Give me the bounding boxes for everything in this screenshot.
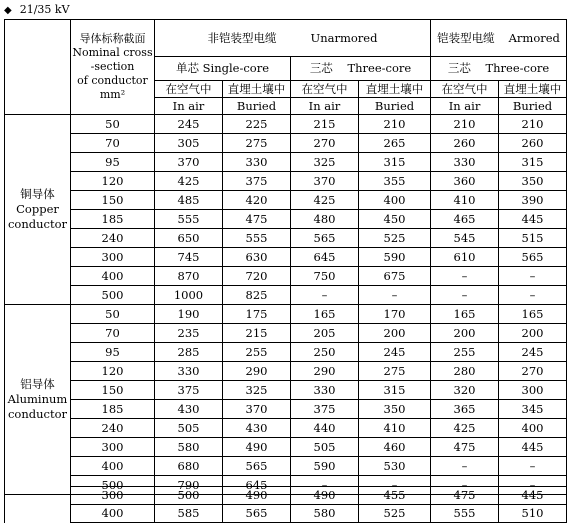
ampacity-cell: 490 bbox=[291, 487, 359, 505]
ampacity-cell: – bbox=[359, 286, 431, 305]
table-row bbox=[5, 267, 567, 286]
ampacity-cell: 410 bbox=[431, 191, 499, 210]
in-air-header-en: In air bbox=[431, 98, 499, 115]
table-row bbox=[5, 505, 567, 523]
ampacity-cell: 205 bbox=[291, 324, 359, 343]
table-row bbox=[5, 191, 567, 210]
ampacity-cell: 555 bbox=[155, 210, 223, 229]
ampacity-cell: – bbox=[291, 286, 359, 305]
blank-cell bbox=[5, 505, 71, 523]
ampacity-cell: – bbox=[431, 286, 499, 305]
ampacity-cell: 330 bbox=[431, 153, 499, 172]
ampacity-cell: 645 bbox=[291, 248, 359, 267]
blank-corner-cell bbox=[5, 20, 71, 115]
cross-section-cell: 70 bbox=[71, 134, 155, 153]
ampacity-cell: 375 bbox=[155, 381, 223, 400]
ampacity-cell: 430 bbox=[155, 400, 223, 419]
ampacity-cell: 400 bbox=[359, 191, 431, 210]
ampacity-cell: 375 bbox=[291, 400, 359, 419]
three-core-header-armored: 三芯 Three-core bbox=[431, 57, 567, 81]
ampacity-cell: 500 bbox=[155, 487, 223, 505]
ampacity-cell: 255 bbox=[431, 343, 499, 362]
ampacity-cell: – bbox=[431, 457, 499, 476]
ampacity-cell: – bbox=[431, 476, 499, 495]
cross-section-cell: 120 bbox=[71, 362, 155, 381]
ampacity-cell: 255 bbox=[223, 343, 291, 362]
ampacity-cell: 680 bbox=[155, 457, 223, 476]
table-row bbox=[5, 362, 567, 381]
ampacity-cell: 215 bbox=[223, 324, 291, 343]
table-row bbox=[5, 457, 567, 476]
cross-section-cell: 400 bbox=[71, 505, 155, 523]
buried-header: 直埋土壤中 bbox=[223, 81, 291, 98]
ampacity-cell: 475 bbox=[223, 210, 291, 229]
ampacity-cell: 235 bbox=[155, 324, 223, 343]
ampacity-cell: 425 bbox=[431, 419, 499, 438]
ampacity-cell: 370 bbox=[291, 172, 359, 191]
table-row bbox=[5, 400, 567, 419]
ampacity-cell: – bbox=[431, 267, 499, 286]
table-row bbox=[5, 343, 567, 362]
ampacity-cell: 445 bbox=[499, 438, 567, 457]
ampacity-cell: 165 bbox=[291, 305, 359, 324]
ampacity-cell: 305 bbox=[155, 134, 223, 153]
cross-section-cell: 240 bbox=[71, 419, 155, 438]
buried-header-en: Buried bbox=[499, 98, 567, 115]
ampacity-cell: 825 bbox=[223, 286, 291, 305]
ampacity-cell: 210 bbox=[431, 115, 499, 134]
cross-section-cell: 50 bbox=[71, 115, 155, 134]
ampacity-cell: 555 bbox=[223, 229, 291, 248]
in-air-header-en: In air bbox=[155, 98, 223, 115]
ampacity-cell: – bbox=[359, 476, 431, 495]
ampacity-cell: 870 bbox=[155, 267, 223, 286]
ampacity-cell: 530 bbox=[359, 457, 431, 476]
ampacity-cell: 445 bbox=[499, 210, 567, 229]
ampacity-cell: 420 bbox=[223, 191, 291, 210]
ampacity-cell: 200 bbox=[359, 324, 431, 343]
ampacity-cell: 175 bbox=[223, 305, 291, 324]
cross-section-cell: 300 bbox=[71, 438, 155, 457]
ampacity-cell: 350 bbox=[499, 172, 567, 191]
table-row bbox=[5, 153, 567, 172]
ampacity-cell: 1000 bbox=[155, 286, 223, 305]
table-row bbox=[5, 134, 567, 153]
ampacity-cell: 580 bbox=[155, 438, 223, 457]
aluminum-group bbox=[5, 305, 567, 495]
ampacity-cell: 300 bbox=[499, 381, 567, 400]
ampacity-cell: 585 bbox=[155, 505, 223, 523]
ampacity-cell: 290 bbox=[291, 362, 359, 381]
diamond-bullet-icon: ◆ bbox=[4, 5, 12, 16]
cross-section-cell: 400 bbox=[71, 267, 155, 286]
cross-section-cell: 300 bbox=[71, 487, 155, 505]
table-row bbox=[5, 248, 567, 267]
ampacity-cell: – bbox=[499, 286, 567, 305]
ampacity-cell: 645 bbox=[223, 476, 291, 495]
ampacity-cell: 225 bbox=[223, 115, 291, 134]
table-row bbox=[5, 286, 567, 305]
ampacity-cell: 465 bbox=[431, 210, 499, 229]
copper-conductor-label: 铜导体 Copper conductor bbox=[5, 115, 71, 305]
ampacity-cell: 590 bbox=[291, 457, 359, 476]
armored-header: 铠装型电缆 Armored bbox=[431, 20, 567, 57]
ampacity-cell: 170 bbox=[359, 305, 431, 324]
ampacity-cell: 210 bbox=[499, 115, 567, 134]
ampacity-cell: 200 bbox=[431, 324, 499, 343]
in-air-header: 在空气中 bbox=[291, 81, 359, 98]
ampacity-cell: 245 bbox=[155, 115, 223, 134]
ampacity-cell: 565 bbox=[499, 248, 567, 267]
ampacity-cell: 280 bbox=[431, 362, 499, 381]
ampacity-cell: 610 bbox=[431, 248, 499, 267]
ampacity-cell: 790 bbox=[155, 476, 223, 495]
ampacity-cell: 565 bbox=[291, 229, 359, 248]
ampacity-cell: 355 bbox=[359, 172, 431, 191]
ampacity-cell: 425 bbox=[291, 191, 359, 210]
ampacity-cell: 475 bbox=[431, 487, 499, 505]
ampacity-cell: 490 bbox=[223, 438, 291, 457]
ampacity-cell: 425 bbox=[155, 172, 223, 191]
ampacity-cell: 330 bbox=[291, 381, 359, 400]
ampacity-cell: 260 bbox=[499, 134, 567, 153]
ampacity-cell: 510 bbox=[499, 505, 567, 523]
table-row bbox=[5, 210, 567, 229]
ampacity-cell: 515 bbox=[499, 229, 567, 248]
unarmored-header: 非铠装型电缆 Unarmored bbox=[155, 20, 431, 57]
cross-section-cell: 150 bbox=[71, 191, 155, 210]
in-air-header: 在空气中 bbox=[431, 81, 499, 98]
voltage-label: 21/35 kV bbox=[19, 3, 70, 16]
buried-header: 直埋土壤中 bbox=[359, 81, 431, 98]
ampacity-cell: 325 bbox=[223, 381, 291, 400]
ampacity-cell: 265 bbox=[359, 134, 431, 153]
ampacity-cell: 275 bbox=[359, 362, 431, 381]
ampacity-cell: 490 bbox=[223, 487, 291, 505]
ampacity-cell: 370 bbox=[155, 153, 223, 172]
ampacity-cell: 720 bbox=[223, 267, 291, 286]
ampacity-cell: – bbox=[499, 476, 567, 495]
ampacity-cell: 290 bbox=[223, 362, 291, 381]
ampacity-cell: 565 bbox=[223, 505, 291, 523]
cross-section-cell: 240 bbox=[71, 229, 155, 248]
ampacity-cell: 630 bbox=[223, 248, 291, 267]
cross-section-cell: 185 bbox=[71, 400, 155, 419]
ampacity-cell: 525 bbox=[359, 229, 431, 248]
ampacity-cell: 360 bbox=[431, 172, 499, 191]
ampacity-cell: 245 bbox=[359, 343, 431, 362]
buried-header-en: Buried bbox=[359, 98, 431, 115]
ampacity-cell: 315 bbox=[359, 153, 431, 172]
aluminum-conductor-label: 铝导体 Aluminum conductor bbox=[5, 305, 71, 495]
ampacity-cell: 565 bbox=[223, 457, 291, 476]
ampacity-cell: – bbox=[499, 267, 567, 286]
ampacity-cell: 210 bbox=[359, 115, 431, 134]
ampacity-cell: 375 bbox=[223, 172, 291, 191]
ampacity-cell: 580 bbox=[291, 505, 359, 523]
ampacity-cell: 455 bbox=[359, 487, 431, 505]
cross-section-header: 导体标称截面 Nominal cross -section of conductor mm² bbox=[71, 20, 155, 115]
ampacity-cell: 485 bbox=[155, 191, 223, 210]
ampacity-cell: 480 bbox=[291, 210, 359, 229]
ampacity-cell: 460 bbox=[359, 438, 431, 457]
cross-section-cell: 95 bbox=[71, 343, 155, 362]
ampacity-cell: 410 bbox=[359, 419, 431, 438]
buried-header: 直埋土壤中 bbox=[499, 81, 567, 98]
single-core-header: 单芯 Single-core bbox=[155, 57, 291, 81]
ampacity-cell: 400 bbox=[499, 419, 567, 438]
ampacity-cell: 345 bbox=[499, 400, 567, 419]
cross-section-cell: 400 bbox=[71, 457, 155, 476]
ampacity-cell: 745 bbox=[155, 248, 223, 267]
extra-rows-table bbox=[4, 486, 567, 523]
ampacity-cell: 475 bbox=[431, 438, 499, 457]
voltage-header bbox=[4, 2, 70, 18]
cross-section-cell: 70 bbox=[71, 324, 155, 343]
ampacity-cell: 270 bbox=[499, 362, 567, 381]
cross-section-cell: 500 bbox=[71, 476, 155, 495]
ampacity-cell: 165 bbox=[499, 305, 567, 324]
ampacity-cell: 440 bbox=[291, 419, 359, 438]
table-row bbox=[5, 381, 567, 400]
ampacity-cell: 245 bbox=[499, 343, 567, 362]
ampacity-cell: 545 bbox=[431, 229, 499, 248]
ampacity-cell: – bbox=[291, 476, 359, 495]
ampacity-cell: 330 bbox=[223, 153, 291, 172]
table-row bbox=[5, 438, 567, 457]
ampacity-cell: 320 bbox=[431, 381, 499, 400]
ampacity-cell: 270 bbox=[291, 134, 359, 153]
ampacity-cell: 275 bbox=[223, 134, 291, 153]
ampacity-cell: 190 bbox=[155, 305, 223, 324]
ampacity-cell: 555 bbox=[431, 505, 499, 523]
cross-section-cell: 150 bbox=[71, 381, 155, 400]
ampacity-cell: 390 bbox=[499, 191, 567, 210]
three-core-header-unarmored: 三芯 Three-core bbox=[291, 57, 431, 81]
buried-header-en: Buried bbox=[223, 98, 291, 115]
table-row bbox=[5, 229, 567, 248]
ampacity-cell: 590 bbox=[359, 248, 431, 267]
ampacity-cell: 525 bbox=[359, 505, 431, 523]
blank-cell bbox=[5, 487, 71, 505]
cross-section-cell: 185 bbox=[71, 210, 155, 229]
ampacity-cell: 505 bbox=[291, 438, 359, 457]
in-air-header: 在空气中 bbox=[155, 81, 223, 98]
ampacity-cell: 200 bbox=[499, 324, 567, 343]
ampacity-cell: 350 bbox=[359, 400, 431, 419]
ampacity-cell: 325 bbox=[291, 153, 359, 172]
ampacity-cell: 315 bbox=[359, 381, 431, 400]
ampacity-cell: 365 bbox=[431, 400, 499, 419]
ampacity-cell: 330 bbox=[155, 362, 223, 381]
cross-section-cell: 500 bbox=[71, 286, 155, 305]
ampacity-cell: 250 bbox=[291, 343, 359, 362]
in-air-header-en: In air bbox=[291, 98, 359, 115]
cross-section-cell: 50 bbox=[71, 305, 155, 324]
table-row bbox=[5, 419, 567, 438]
ampacity-cell: 750 bbox=[291, 267, 359, 286]
copper-group bbox=[5, 115, 567, 305]
ampacity-cell: 675 bbox=[359, 267, 431, 286]
ampacity-cell: 315 bbox=[499, 153, 567, 172]
ampacity-cell: 505 bbox=[155, 419, 223, 438]
ampacity-cell: – bbox=[499, 457, 567, 476]
ampacity-cell: 370 bbox=[223, 400, 291, 419]
table-row bbox=[5, 487, 567, 505]
ampacity-cell: 260 bbox=[431, 134, 499, 153]
table-row bbox=[5, 324, 567, 343]
ampacity-cell: 430 bbox=[223, 419, 291, 438]
table-row bbox=[5, 115, 567, 134]
cross-section-cell: 300 bbox=[71, 248, 155, 267]
ampacity-cell: 285 bbox=[155, 343, 223, 362]
ampacity-cell: 450 bbox=[359, 210, 431, 229]
ampacity-cell: 165 bbox=[431, 305, 499, 324]
table-row bbox=[5, 172, 567, 191]
ampacity-cell: 650 bbox=[155, 229, 223, 248]
cross-section-cell: 95 bbox=[71, 153, 155, 172]
table-row bbox=[5, 305, 567, 324]
ampacity-cell: 215 bbox=[291, 115, 359, 134]
ampacity-cell: 445 bbox=[499, 487, 567, 505]
cross-section-cell: 120 bbox=[71, 172, 155, 191]
ampacity-table bbox=[4, 19, 567, 495]
